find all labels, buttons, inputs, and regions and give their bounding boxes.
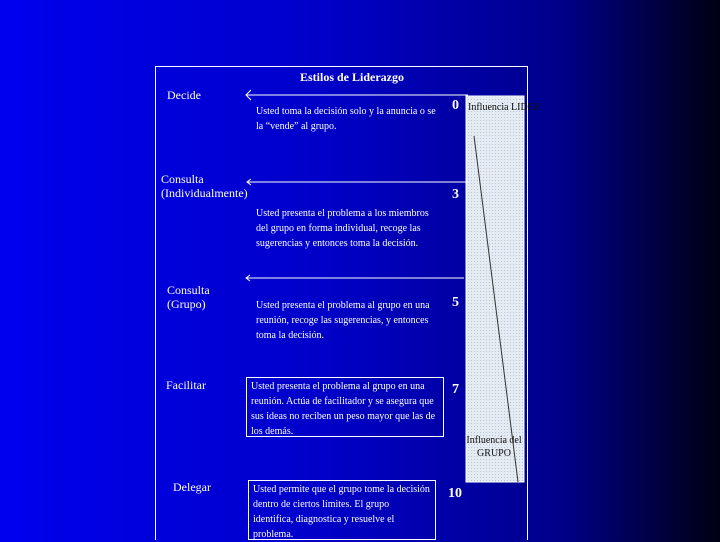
scale-value-3: 3 bbox=[452, 187, 459, 202]
style-desc-consulta-individual: Usted presenta el problema a los miembros del grupo en forma individual, recoge las sugerencias y entonces toma la decisión. bbox=[256, 208, 429, 249]
scale-value-7: 7 bbox=[452, 382, 459, 397]
influence-panel bbox=[466, 96, 541, 482]
style-desc-consulta-grupo: Usted presenta el problema al grupo en una reunión, recoge las sugerencias, y entonces toma la decisión. bbox=[256, 300, 430, 341]
group-influence-label: Influencia del GRUPO bbox=[466, 435, 522, 459]
style-desc-delegar: Usted permite que el grupo tome la decisión dentro de ciertos límites. El grupo identifica, diagnostica y resuelve el problema. bbox=[248, 480, 436, 540]
scale-value-10: 10 bbox=[448, 486, 462, 501]
style-label-consulta-grupo: Consulta (Grupo) bbox=[167, 283, 210, 311]
style-desc-decide: Usted toma la decisión solo y la anuncia o se la “vende” al grupo. bbox=[256, 106, 436, 132]
scale-value-0: 0 bbox=[452, 98, 459, 113]
leader-influence-label: Influencia LIDER bbox=[468, 102, 541, 113]
style-desc-facilitar: Usted presenta el problema al grupo en una reunión. Actúa de facilitador y se asegura que sus ideas no reciben un peso mayor que las de los demás. bbox=[246, 377, 444, 437]
style-label-facilitar: Facilitar bbox=[166, 378, 206, 392]
scale-value-5: 5 bbox=[452, 295, 459, 310]
diagram-title: Estilos de Liderazgo bbox=[300, 70, 404, 84]
style-label-delegar: Delegar bbox=[173, 480, 211, 494]
style-label-decide: Decide bbox=[167, 88, 201, 102]
style-label-consulta-individual: Consulta (Individualmente) bbox=[161, 172, 248, 200]
